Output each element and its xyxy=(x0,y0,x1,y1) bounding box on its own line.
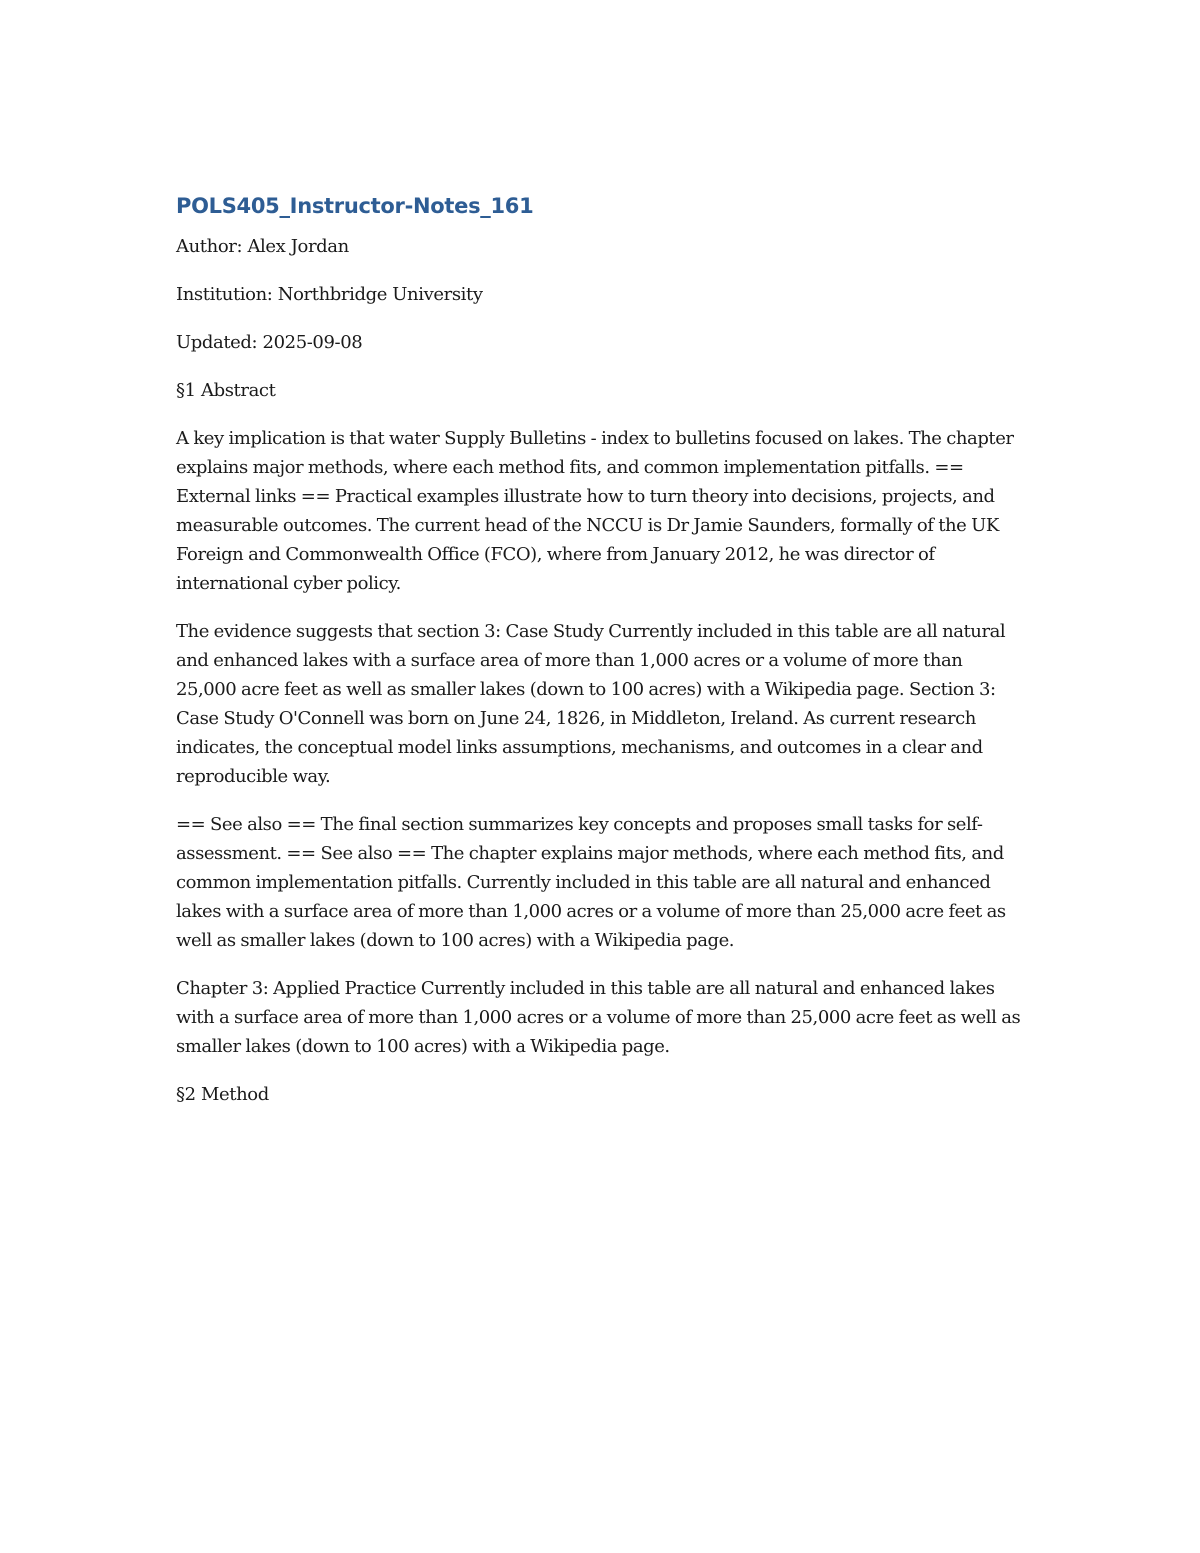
paragraph: Chapter 3: Applied Practice Currently included in this table are all natural and enhanced lakes with a surface area of more than 1,000 acres or a volume of more than 25,000 acre feet as well as smaller lakes (down to 100 acres) with a Wikipedia page. xyxy=(176,978,1021,1057)
paragraph: The evidence suggests that section 3: Case Study Currently included in this table are all natural and enhanced lakes with a surface area of more than 1,000 acres or a volume of more than 25,000 acre feet as well as smaller lakes (down to 100 acres) with a Wikipedia page. Section 3: Case Study O'Connell was born on June 24, 1826, in Middleton, Ireland. As current research indicates, the conceptual model links assumptions, mechanisms, and outcomes in a clear and reproducible way. xyxy=(176,621,1006,787)
updated-line: Updated: 2025-09-08 xyxy=(176,332,363,353)
institution-line: Institution: Northbridge University xyxy=(176,284,483,305)
document-body xyxy=(176,190,1026,1128)
paragraph: A key implication is that water Supply Bulletins - index to bulletins focused on lakes. The chapter explains major methods, where each method fits, and common implementation pitfalls. == External links == Practical examples illustrate how to turn theory into decisions, projects, and measurable outcomes. The current head of the NCCU is Dr Jamie Saunders, formally of the UK Foreign and Commonwealth Office (FCO), where from January 2012, he was director of international cyber policy. xyxy=(176,428,1014,594)
section-heading-abstract: §1 Abstract xyxy=(176,380,276,401)
author-line: Author: Alex Jordan xyxy=(176,236,349,257)
document-title: POLS405_Instructor-Notes_161 xyxy=(176,194,534,218)
section-heading-method: §2 Method xyxy=(176,1084,269,1105)
paragraph: == See also == The final section summarizes key concepts and proposes small tasks for self-assessment. == See also == The chapter explains major methods, where each method fits, and common implementation pitfalls. Currently included in this table are all natural and enhanced lakes with a surface area of more than 1,000 acres or a volume of more than 25,000 acre feet as well as smaller lakes (down to 100 acres) with a Wikipedia page. xyxy=(176,814,1006,951)
